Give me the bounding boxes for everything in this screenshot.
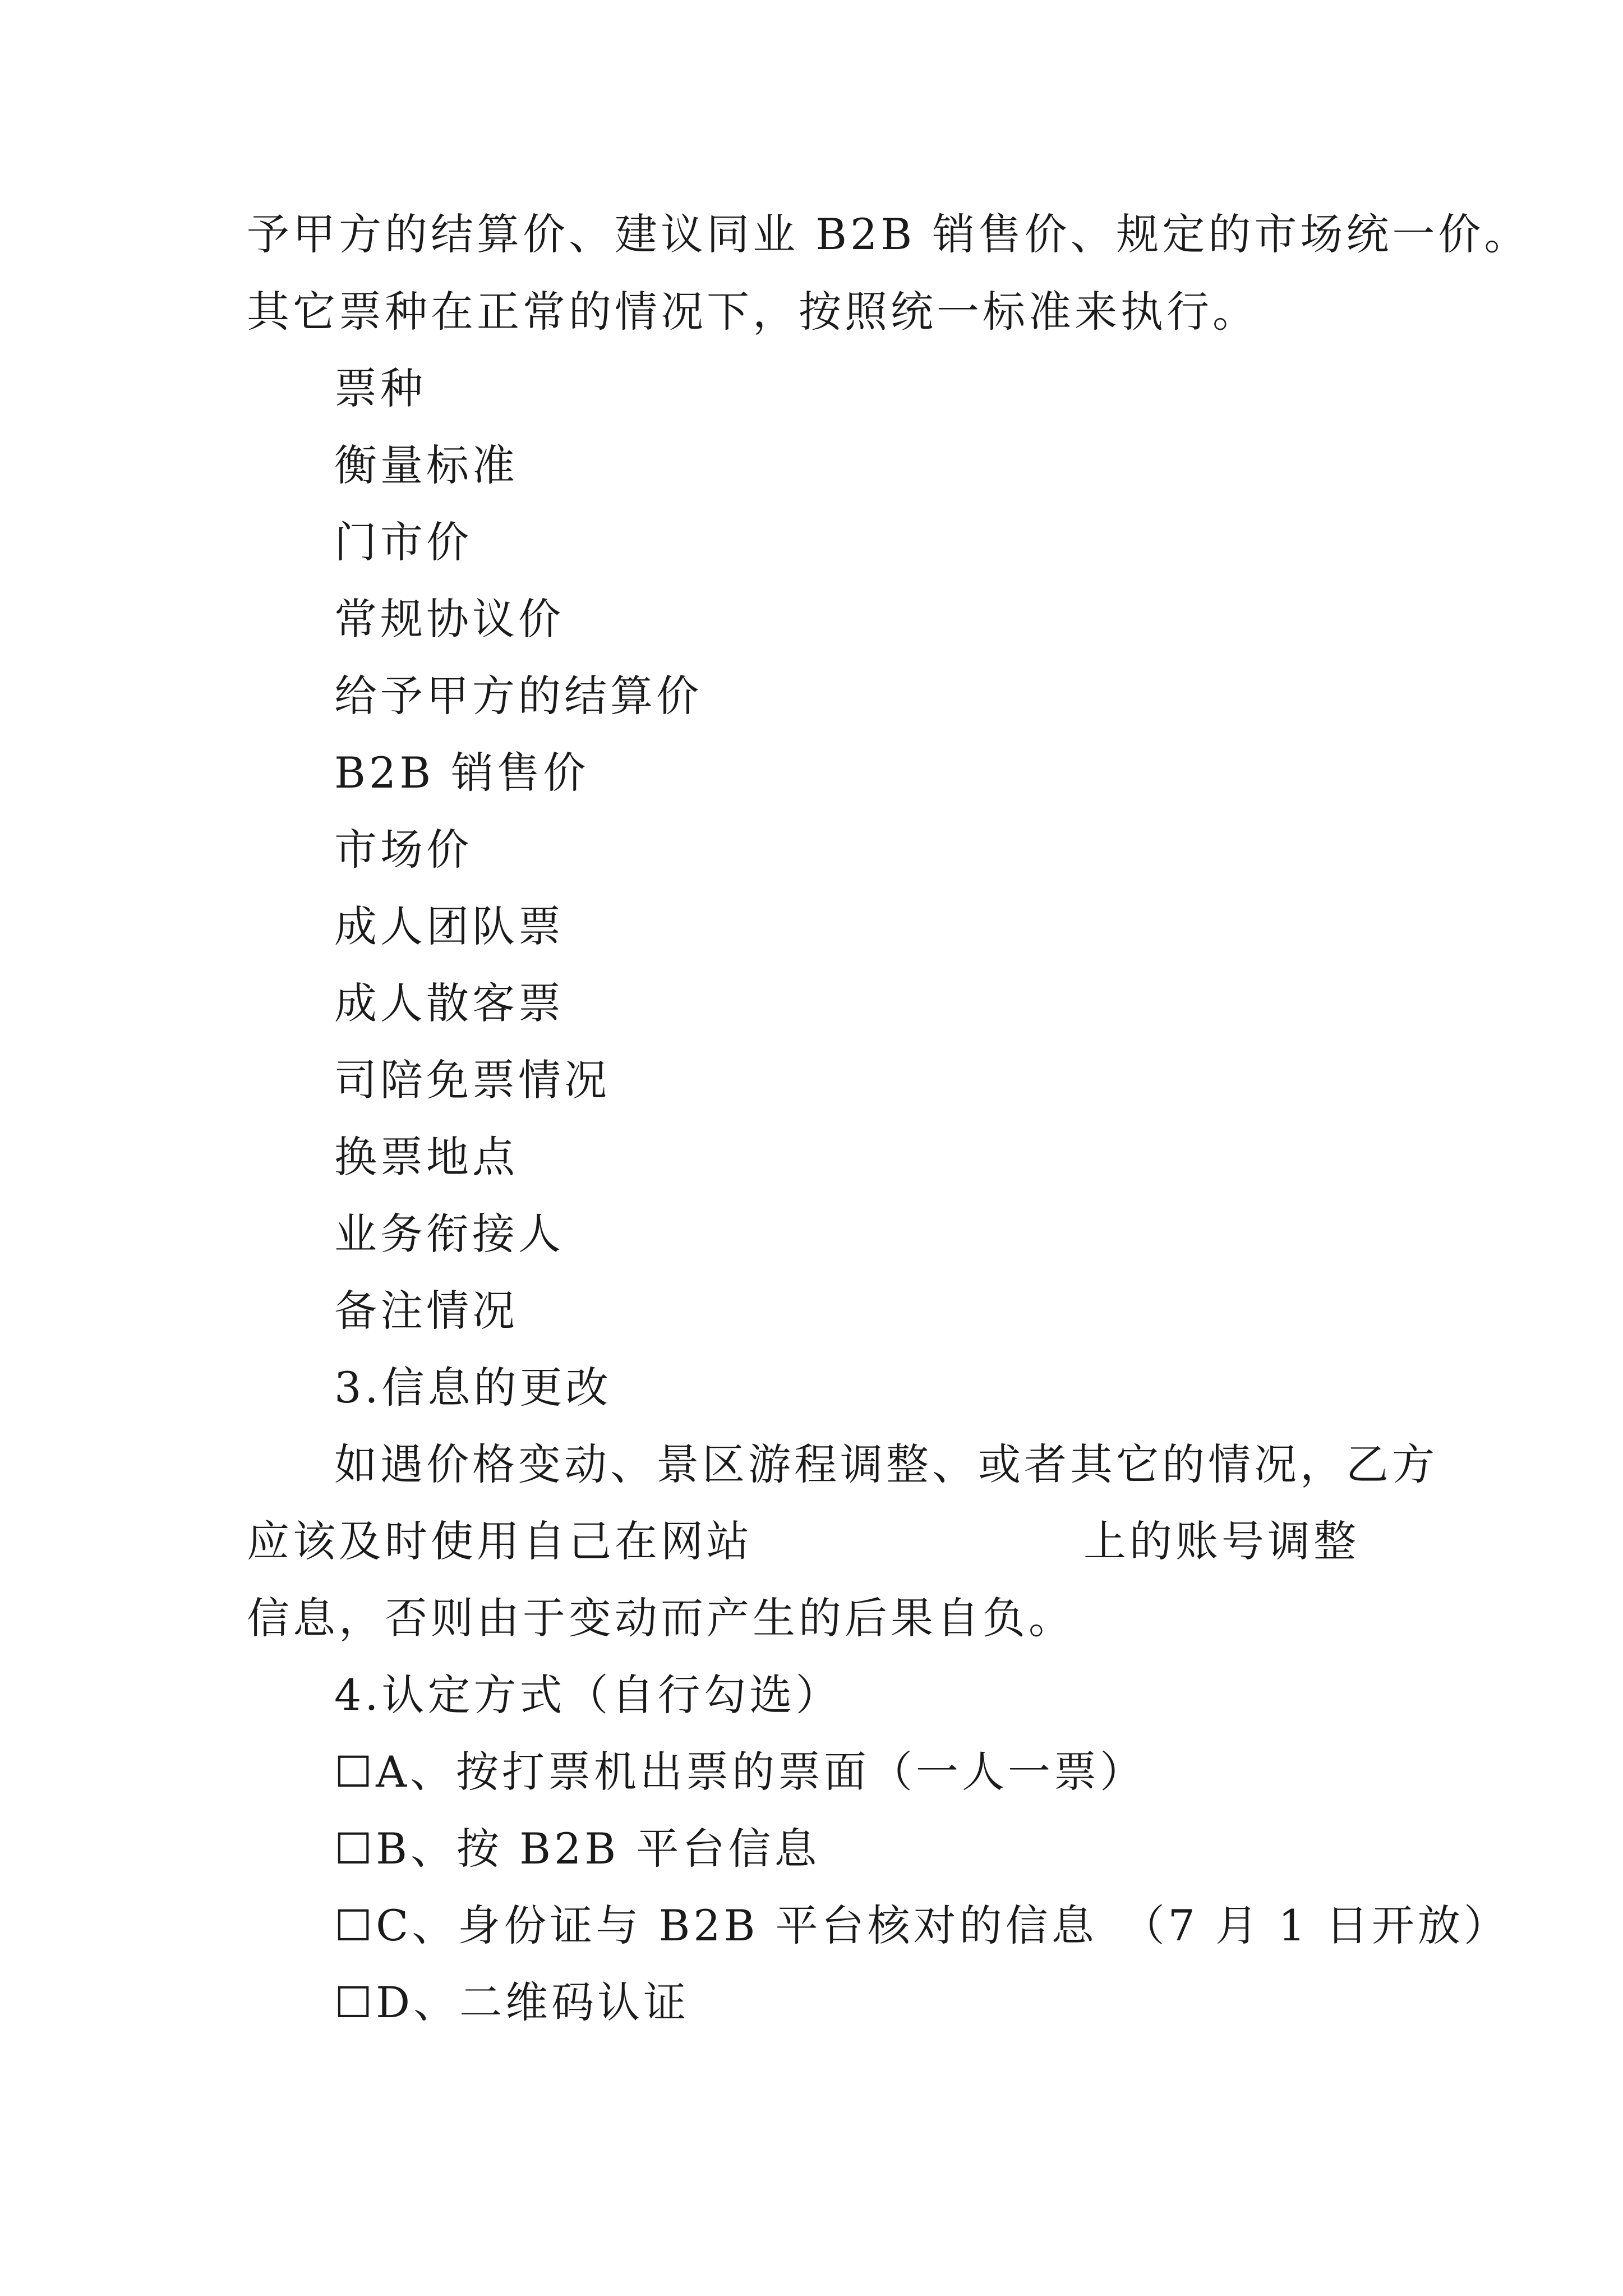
checkbox-icon[interactable]: ☐ [334,1747,376,1797]
table-item-ticket-type: 票种 [334,364,426,413]
section-3-line-3: 信息，否则由于变动而产生的后果自负。 [247,1593,1075,1643]
checkbox-icon[interactable]: ☐ [334,1901,376,1950]
table-item-agreement-price: 常规协议价 [334,594,564,644]
paragraph-1-line-1: 予甲方的结算价、建议同业 B2B 销售价、规定的市场统一价。 [247,209,1530,259]
section-3-line-2 [247,1515,1359,1568]
option-b-label: B、按 B2B 平台信息 [376,1824,820,1874]
option-c[interactable] [334,1899,1510,1953]
section-3-heading: 3.信息的更改 [334,1363,612,1412]
table-item-adult-group: 成人团队票 [334,901,564,951]
table-item-standard: 衡量标准 [334,440,518,490]
section-3-line-2-right: 上的账号调整 [1083,1516,1359,1566]
option-d[interactable] [334,1976,689,2030]
table-item-b2b-price: B2B 销售价 [334,748,589,798]
table-item-market-price: 市场价 [334,825,472,875]
checkbox-icon[interactable]: ☐ [334,1824,376,1874]
table-item-exchange-location: 换票地点 [334,1132,518,1182]
option-a[interactable] [334,1745,1146,1799]
table-item-remarks: 备注情况 [334,1286,518,1336]
section-3-line-1: 如遇价格变动、景区游程调整、或者其它的情况，乙方 [334,1439,1438,1489]
option-a-label: A、按打票机出票的票面（一人一票） [376,1747,1146,1797]
option-c-label: C、身份证与 B2B 平台核对的信息 （7 月 1 日开放） [376,1901,1510,1950]
table-item-free-ticket: 司陪免票情况 [334,1055,610,1105]
table-item-adult-individual: 成人散客票 [334,978,564,1028]
paragraph-1-line-2: 其它票种在正常的情况下，按照统一标准来执行。 [247,287,1258,337]
section-4-heading: 4.认定方式（自行勾选） [334,1670,842,1720]
section-3-line-2-left: 应该及时使用自己在网站 [247,1516,753,1566]
table-item-settlement-price: 给予甲方的结算价 [334,671,702,721]
table-item-contact-person: 业务衔接人 [334,1209,564,1259]
option-d-label: D、二维码认证 [376,1977,690,2027]
option-b[interactable] [334,1822,820,1876]
checkbox-icon[interactable]: ☐ [334,1977,376,2027]
table-item-retail-price: 门市价 [334,517,472,567]
